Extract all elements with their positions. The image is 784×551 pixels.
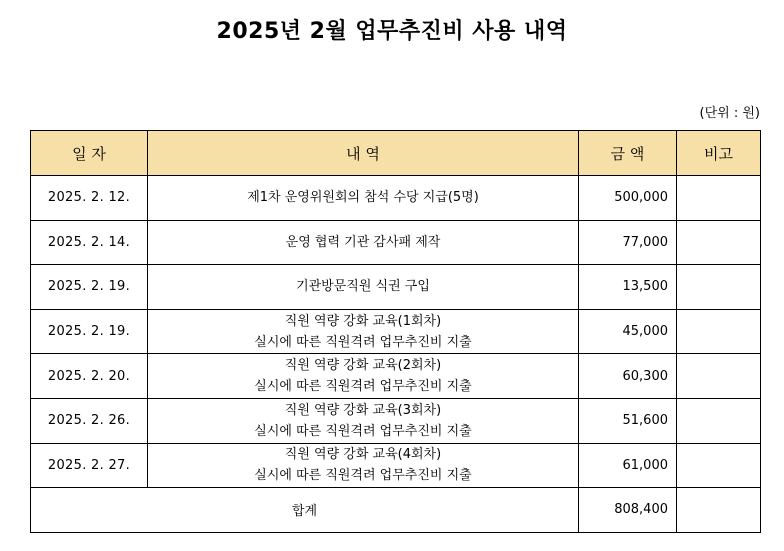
row-date: 2025. 2. 20. [31,354,148,399]
document-title: 2025년 2월 업무추진비 사용 내역 [216,19,568,44]
table-header-row [31,131,761,176]
row-amount: 500,000 [579,176,677,221]
table-row [31,220,761,265]
total-remarks [677,488,761,533]
row-remarks [677,309,761,354]
expense-table [30,130,761,533]
description-line: 제1차 운영위원회의 참석 수당 지급(5명) [247,190,479,206]
row-remarks [677,398,761,443]
row-remarks [677,443,761,488]
table-row [31,354,761,399]
row-amount: 45,000 [579,309,677,354]
row-remarks [677,176,761,221]
table-row [31,309,761,354]
description-line: 기관방문직원 식권 구입 [296,279,430,295]
description-line: 실시에 따른 직원격려 업무추진비 지출 [254,468,472,484]
header-amount: 금 액 [579,131,677,176]
row-date: 2025. 2. 14. [31,220,148,265]
row-amount: 60,300 [579,354,677,399]
row-date: 2025. 2. 27. [31,443,148,488]
row-description [148,176,579,221]
row-description [148,443,579,488]
row-date: 2025. 2. 19. [31,309,148,354]
description-line: 직원 역량 강화 교육(1회차) [284,313,442,329]
unit-note: (단위 : 원) [699,106,760,121]
row-amount: 77,000 [579,220,677,265]
table-row [31,398,761,443]
total-amount: 808,400 [579,488,677,533]
description-line: 운영 협력 기관 감사패 제작 [285,234,441,250]
description-line: 직원 역량 강화 교육(4회차) [284,447,442,463]
row-description [148,265,579,310]
row-date: 2025. 2. 12. [31,176,148,221]
header-description: 내 역 [148,131,579,176]
description-line: 직원 역량 강화 교육(3회차) [284,402,442,418]
row-date: 2025. 2. 26. [31,398,148,443]
table-row [31,265,761,310]
row-remarks [677,220,761,265]
row-description [148,354,579,399]
header-date: 일 자 [31,131,148,176]
row-amount: 61,000 [579,443,677,488]
table-row [31,176,761,221]
header-remarks: 비고 [677,131,761,176]
description-line: 직원 역량 강화 교육(2회차) [284,358,442,374]
total-row [31,488,761,533]
row-description [148,398,579,443]
row-description [148,309,579,354]
table-row [31,443,761,488]
description-line: 실시에 따른 직원격려 업무추진비 지출 [254,379,472,395]
row-date: 2025. 2. 19. [31,265,148,310]
row-description [148,220,579,265]
row-remarks [677,265,761,310]
description-line: 실시에 따른 직원격려 업무추진비 지출 [254,423,472,439]
row-amount: 13,500 [579,265,677,310]
description-line: 실시에 따른 직원격려 업무추진비 지출 [254,334,472,350]
row-remarks [677,354,761,399]
row-amount: 51,600 [579,398,677,443]
total-label: 합계 [31,488,579,533]
